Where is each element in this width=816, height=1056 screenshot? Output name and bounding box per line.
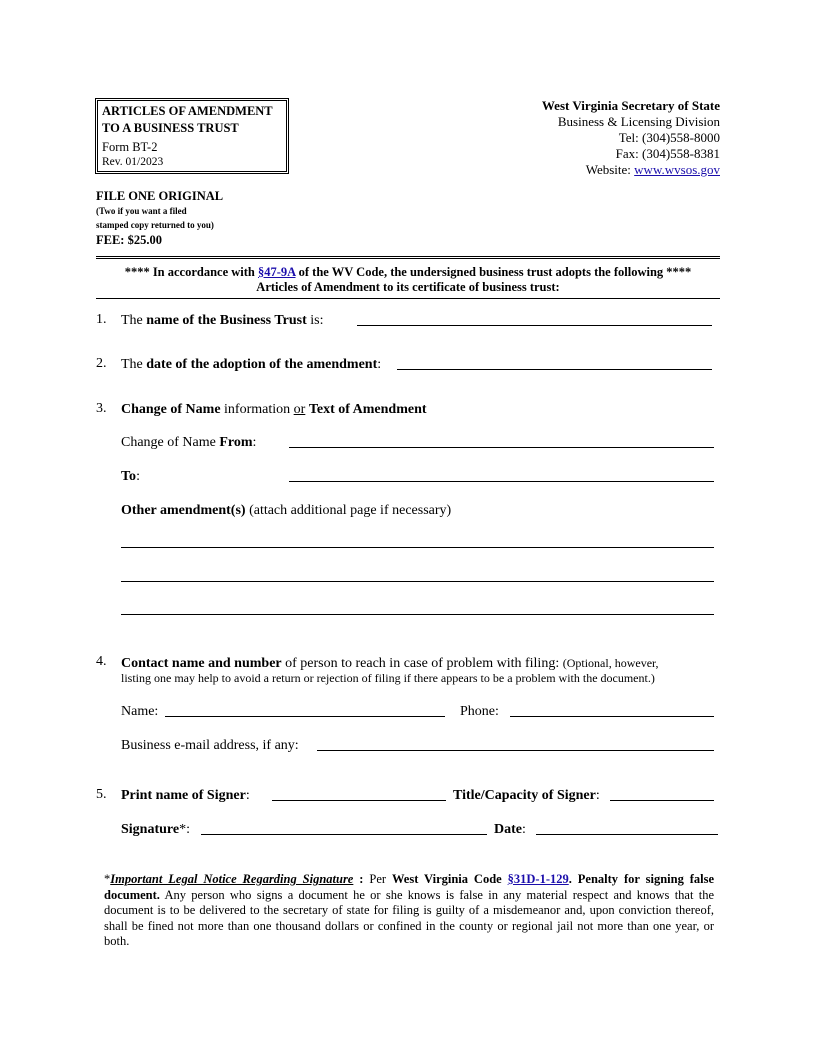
agency-fax: Fax: (304)558-8381: [615, 146, 720, 161]
date-field[interactable]: [536, 834, 718, 835]
item-2-post: :: [377, 357, 382, 372]
other-amendment-line-3[interactable]: [121, 614, 714, 615]
item-2-bold: date of the adoption of the amendment: [146, 357, 378, 372]
legal-notice: [104, 872, 714, 950]
contact-phone-label: Phone:: [460, 704, 499, 719]
other-amendment-line-2[interactable]: [121, 581, 714, 582]
item-1-pre: The: [121, 313, 143, 328]
item-3-number: 3.: [96, 401, 107, 416]
item-1-bold: name of the Business Trust: [146, 313, 307, 328]
item-1-label: [121, 312, 324, 330]
item-4-rest: of person to reach in case of problem with filing:: [285, 656, 560, 671]
signer-name-bold: Print name of Signer: [121, 788, 246, 803]
item-3-bold1: Change of Name: [121, 402, 221, 417]
notice-colon: :: [359, 872, 364, 886]
signer-name-field[interactable]: [272, 800, 446, 801]
form-number: Form BT-2: [102, 140, 158, 154]
adoption-date-field[interactable]: [397, 369, 712, 370]
other-amendments-bold: Other amendment(s): [121, 503, 246, 518]
signer-title-bold: Title/Capacity of Signer: [453, 788, 596, 803]
date-label: Date:: [494, 822, 526, 837]
item-1-number: 1.: [96, 312, 107, 327]
file-one-original: FILE ONE ORIGINAL: [96, 189, 224, 203]
notice-per: Per: [369, 872, 387, 886]
filing-note-line2: stamped copy returned to you): [96, 220, 214, 230]
header-divider: [96, 256, 720, 259]
website-link[interactable]: www.wvsos.gov: [634, 162, 720, 177]
other-amendments-label: [121, 502, 451, 520]
accordance-prefix: **** In accordance with: [124, 265, 255, 279]
item-3-bold2: Text of Amendment: [308, 402, 427, 417]
accordance-suffix: of the WV Code, the undersigned business trust adopts the following ****: [298, 265, 692, 279]
notice-penalty: . Penalty for signing false document.: [104, 872, 715, 902]
agency-division: Business & Licensing Division: [557, 114, 720, 129]
statute-link-47-9a[interactable]: §47-9A: [258, 265, 296, 279]
item-3-label: [121, 401, 427, 419]
accordance-line2: Articles of Amendment to its certificate of business trust:: [256, 280, 560, 294]
change-from-field[interactable]: [289, 447, 714, 448]
item-1-post: is:: [310, 313, 324, 328]
item-4-note2: listing one may help to avoid a return or rejection of filing if there appears to be a problem with the document.): [121, 671, 655, 685]
signature-field[interactable]: [201, 834, 487, 835]
item-3-mid: information: [224, 402, 291, 417]
contact-name-field[interactable]: [165, 716, 445, 717]
item-5-number: 5.: [96, 787, 107, 802]
notice-star: *: [104, 872, 111, 886]
change-from-label: Change of Name From:: [121, 435, 257, 450]
form-title-line2: TO A BUSINESS TRUST: [102, 121, 239, 135]
contact-phone-field[interactable]: [510, 716, 714, 717]
item-2-pre: The: [121, 357, 143, 372]
form-title-box: [95, 98, 289, 174]
item-2-number: 2.: [96, 356, 107, 371]
agency-website: [542, 162, 720, 178]
signature-bold: Signature: [121, 822, 180, 837]
notice-heading: Important Legal Notice Regarding Signature: [110, 872, 354, 886]
other-amendments-rest: (attach additional page if necessary): [249, 503, 452, 518]
change-from-pre: Change of Name: [121, 435, 216, 450]
other-amendment-line-1[interactable]: [121, 547, 714, 548]
accordance-divider: [96, 298, 720, 299]
filing-note-line1: (Two if you want a filed: [96, 206, 187, 216]
filing-instructions: [96, 188, 223, 248]
notice-code: West Virginia Code: [391, 872, 502, 886]
item-4-number: 4.: [96, 654, 107, 669]
date-bold: Date: [494, 822, 522, 837]
signature-label: [121, 821, 190, 839]
form-revision: Rev. 01/2023: [102, 156, 164, 168]
change-to-field[interactable]: [289, 481, 714, 482]
agency-tel: Tel: (304)558-8000: [618, 130, 720, 145]
business-email-label: Business e-mail address, if any:: [121, 738, 299, 753]
signer-name-label: Print name of Signer:: [121, 788, 250, 803]
accordance-statement: [96, 265, 720, 295]
notice-body: Any person who signs a document he or she knows is false in any material respect and knows that the document is to be delivered to the secretary of state for filing is guilty of a misdemeanor and, upon conviction thereof, shall be fined not more than one thousand dollars or confined in the county or regional jail not more than one year, or both.: [104, 887, 714, 948]
item-4-note1: (Optional, however,: [562, 656, 659, 670]
statute-link-31d-1-129[interactable]: §31D-1-129: [507, 872, 569, 886]
agency-block: [542, 98, 720, 178]
change-to-label: To:: [121, 469, 140, 484]
website-label: Website:: [585, 162, 631, 177]
change-to-bold: To: [121, 469, 137, 484]
change-from-bold: From: [219, 435, 253, 450]
signer-title-label: Title/Capacity of Signer:: [453, 788, 600, 803]
agency-name: West Virginia Secretary of State: [541, 98, 720, 113]
item-3-or: or: [293, 402, 306, 417]
item-2-label: [121, 356, 381, 374]
business-email-field[interactable]: [317, 750, 714, 751]
form-title-line1: ARTICLES OF AMENDMENT: [102, 104, 273, 118]
filing-fee: FEE: $25.00: [96, 233, 162, 247]
business-trust-name-field[interactable]: [357, 325, 712, 326]
item-4-bold: Contact name and number: [121, 656, 282, 671]
signer-title-field[interactable]: [610, 800, 714, 801]
contact-name-label: Name:: [121, 704, 159, 719]
signature-mark: *:: [179, 822, 190, 837]
